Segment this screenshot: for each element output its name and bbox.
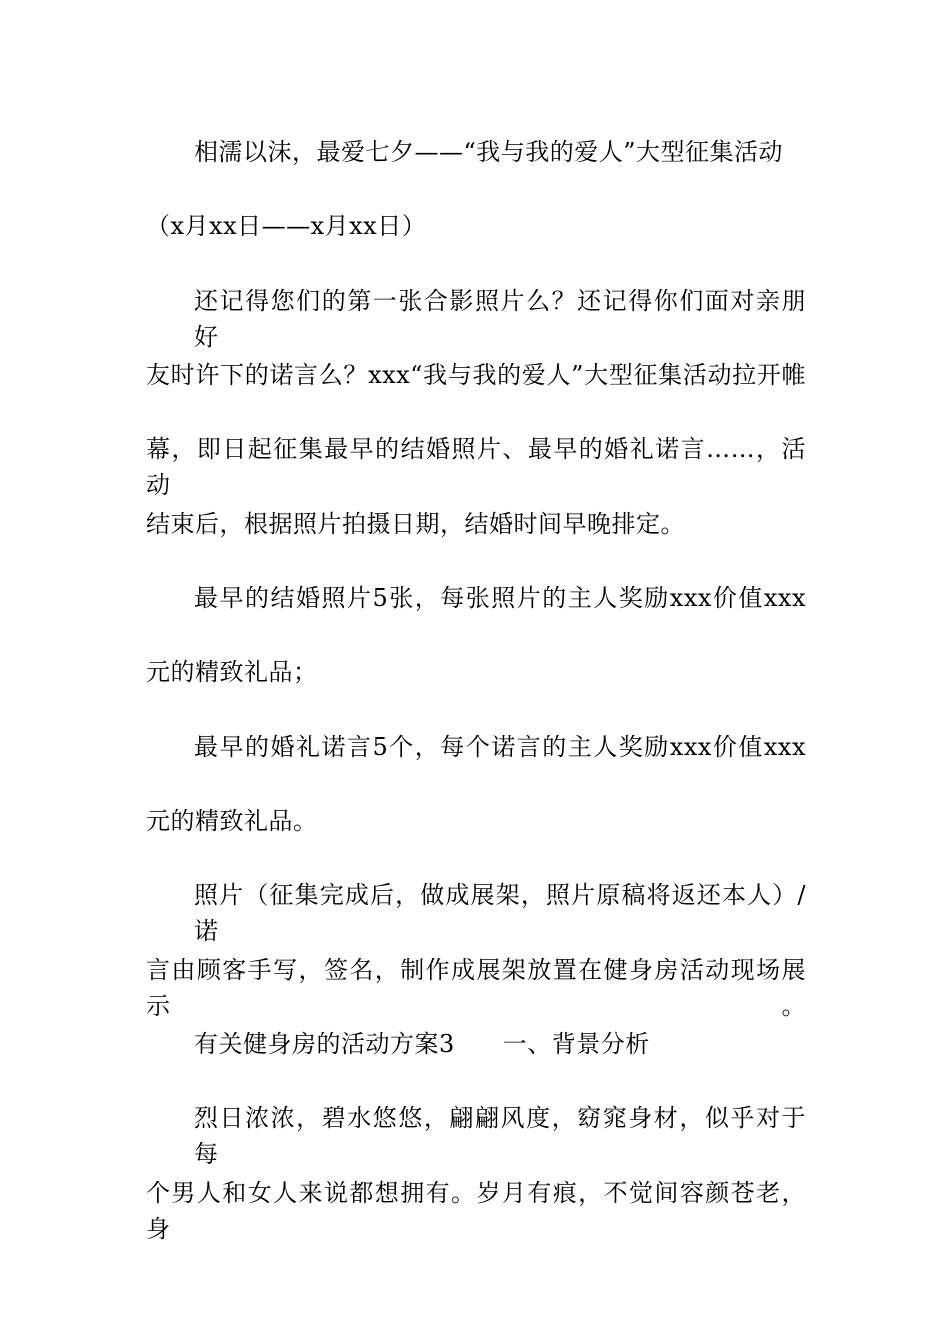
- paragraph-line: 幕，即日起征集最早的结婚照片、最早的婚礼诺言……，活动: [146, 435, 806, 499]
- section-heading-right: 一、背景分析: [502, 1030, 650, 1058]
- paragraph-line: 元的精致礼品。: [146, 807, 318, 835]
- section-heading-left: 有关健身房的活动方案3: [194, 1030, 455, 1058]
- date-range: （x月xx日——x月xx日）: [146, 212, 427, 240]
- paragraph-line: 结束后，根据照片拍摄日期，结婚时间早晚排定。: [146, 510, 685, 538]
- paragraph-line: 最早的婚礼诺言5个，每个诺言的主人奖励xxx价值xxx: [194, 733, 806, 761]
- section-heading: [194, 1026, 806, 1062]
- paragraph-line: 烈日浓浓，碧水悠悠，翩翩风度，窈窕身材，似乎对于每: [194, 1104, 806, 1168]
- paragraph-line: 最早的结婚照片5张，每张照片的主人奖励xxx价值xxx: [194, 584, 806, 612]
- paragraph-line: 友时许下的诺言么？xxx“我与我的爱人”大型征集活动拉开帷: [146, 361, 806, 389]
- paragraph-line: 元的精致礼品；: [146, 658, 318, 686]
- paragraph-line: 个男人和女人来说都想拥有。岁月有痕，不觉间容颜苍老，身: [146, 1179, 806, 1243]
- paragraph-line: 言由顾客手写，签名，制作成展架放置在健身房活动现场展示。: [146, 956, 806, 1020]
- document-title: 相濡以沫，最爱七夕——“我与我的爱人”大型征集活动: [194, 138, 784, 166]
- paragraph-line: 还记得您们的第一张合影照片么？还记得你们面对亲朋好: [194, 287, 806, 351]
- paragraph-line: 照片（征集完成后，做成展架，照片原稿将返还本人）/诺: [194, 881, 806, 945]
